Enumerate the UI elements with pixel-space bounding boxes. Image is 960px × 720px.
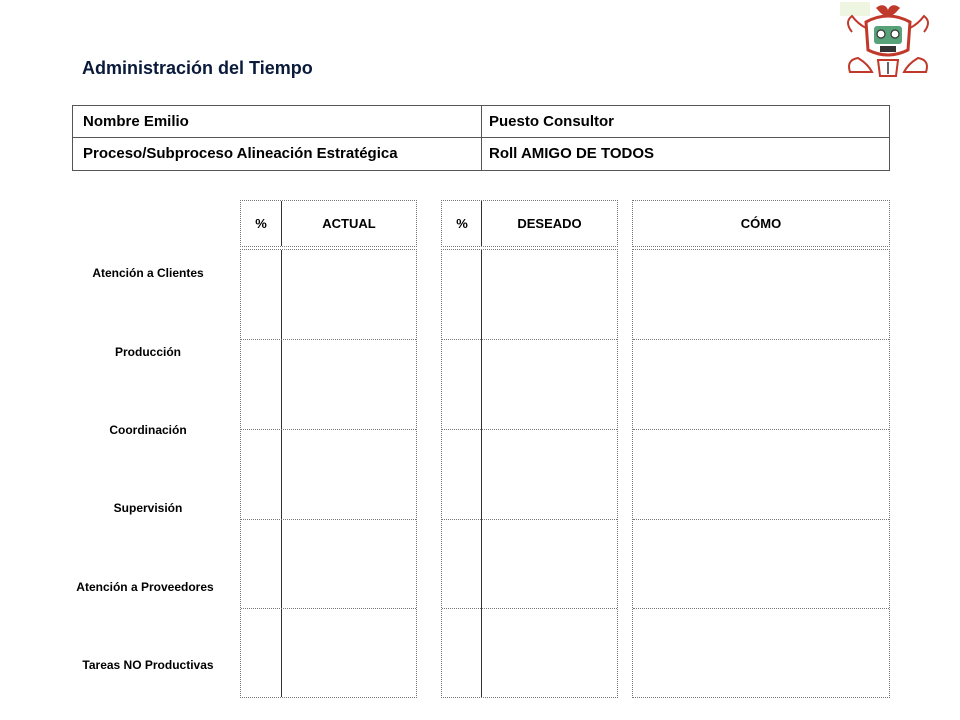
tribal-mask-logo [838,2,938,82]
employee-info-table [72,105,890,171]
actual-grid [240,249,417,698]
row-label-atencion-proveedores: Atención a Proveedores [76,580,214,594]
info-divider [481,106,482,170]
deseado-header [441,200,618,247]
deseado-grid [441,249,618,698]
actual-pct-header: % [255,216,267,231]
como-header-label: CÓMO [740,216,782,231]
nombre-cell: Nombre Emilio [83,113,189,130]
deseado-header-label: DESEADO [517,216,582,231]
deseado-pct-header: % [456,216,468,231]
actual-header-label: ACTUAL [322,216,376,231]
row-label-tareas-no-productivas: Tareas NO Productivas [82,658,214,672]
proceso-cell: Proceso/Subproceso Alineación Estratégica [83,145,398,162]
page-title: Administración del Tiempo [82,58,313,78]
row-label-coordinacion: Coordinación [109,423,187,437]
como-header [632,200,890,247]
puesto-cell: Puesto Consultor [489,113,615,130]
row-label-produccion: Producción [114,345,181,359]
roll-cell: Roll AMIGO DE TODOS [489,145,655,162]
row-label-atencion-clientes: Atención a Clientes [92,266,204,280]
como-grid [632,249,890,698]
row-label-supervision: Supervisión [113,501,183,515]
actual-header [240,200,417,247]
